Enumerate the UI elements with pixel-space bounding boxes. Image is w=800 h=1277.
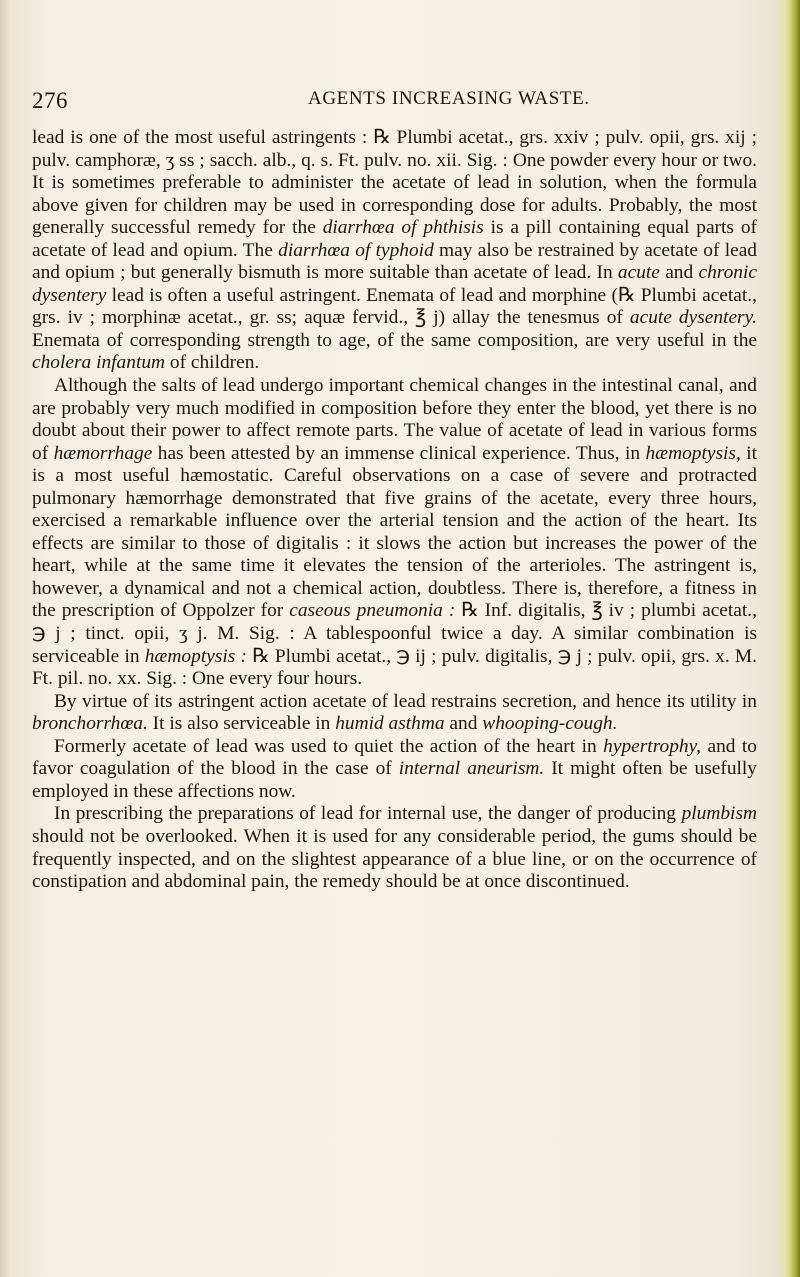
italic-term: internal aneurism. xyxy=(398,758,545,780)
paragraph xyxy=(32,127,757,375)
text-run: ℞ Plumbi acetat., ℈ ij ; pulv. digitalis, ℈ j ; pulv. opii, grs. x. M. Ft. pil. no. xx. Sig. : One every four hours. xyxy=(32,645,758,690)
text-run: should not be overlooked. When it is used for any considerable period, the gums should be frequently inspected, and on the slightest appearance of a blue line, or on the occurrence of constipation and abdominal pain, the remedy should be at once discontinued. xyxy=(32,825,757,893)
paragraph xyxy=(32,803,757,893)
italic-term: chronic dysentery xyxy=(32,262,757,306)
italic-term: hæmoptysis, xyxy=(645,442,741,464)
text-run: has been attested by an immense clinical experience. Thus, in xyxy=(152,442,646,464)
text-run: it is a most useful hæmostatic. Careful observations on a case of severe and protracted pulmonary hæmorrhage demonstrated that five grains of the acetate, every three hours, exercised a remarkable influence over the arterial tension and the action of the heart. Its effects are similar to those of digitalis : it slows the action but increases the power of the heart, while at the same time it elevates the tension of the arterioles. The astringent is, however, a dynamical and not a chemical action, doubtless. There is, therefore, a fitness in the prescription of Oppolzer for xyxy=(32,442,757,622)
italic-term: acute dysentery. xyxy=(629,307,757,329)
body-text xyxy=(32,127,757,894)
text-run: It might often be usefully employed in these affections now. xyxy=(32,758,757,802)
paragraph xyxy=(32,375,757,691)
text-run: lead is one of the most useful astringents : ℞ Plumbi acetat., grs. xxiv ; pulv. opii, grs. xij ; pulv. camphoræ, ʒ ss ; sacch. alb., q. s. Ft. pulv. no. xii. Sig. : One powder every hour or two. It is sometimes preferable to administer the acetate of lead in solution, when the formula above given for children may be used in corresponding dose for adults. Probably, the most generally successful remedy for the xyxy=(32,127,757,239)
text-run: is a pill containing equal parts of acetate of lead and opium. The xyxy=(32,217,757,261)
italic-term: hæmoptysis : xyxy=(144,645,248,667)
italic-term: diarrhœa of phthisis xyxy=(322,217,484,239)
italic-term: bronchorrhœa. xyxy=(32,713,148,735)
italic-term: caseous pneumonia : xyxy=(289,600,456,622)
text-run: By virtue of its astringent action acetate of lead restrains secretion, and hence its utility in xyxy=(54,690,757,712)
text-run: lead is often a useful astringent. Enemata of lead and morphine (℞ Plumbi acetat., grs. iv ; morphinæ acetat., gr. ss; aquæ fervid., ℥ j) allay the tenesmus of xyxy=(32,284,757,329)
page-number: 276 xyxy=(32,88,68,113)
text-run: ℞ Inf. digitalis, ℥ iv ; plumbi acetat., ℈ j ; tinct. opii, ʒ j. M. Sig. : A tablespoonful twice a day. A similar combination is serviceable in xyxy=(32,600,757,667)
italic-term: acute xyxy=(617,262,660,284)
italic-term: whooping-cough. xyxy=(482,713,618,735)
italic-term: plumbism xyxy=(681,803,757,825)
running-head xyxy=(32,88,732,116)
italic-term: cholera infantum xyxy=(32,352,166,374)
text-run: In prescribing the preparations of lead for internal use, the danger of producing xyxy=(54,803,682,825)
text-run: Enemata of corresponding strength to age, of the same composition, are very useful in the xyxy=(32,329,757,351)
text-run: and xyxy=(659,262,699,284)
paragraph xyxy=(32,691,757,736)
italic-term: hæmorrhage xyxy=(53,442,153,464)
text-run: Although the salts of lead undergo important chemical changes in the intestinal canal, and are probably very much modified in composition before they enter the blood, yet there is no doubt about their power to affect remote parts. The value of acetate of lead in various forms of xyxy=(32,375,757,464)
italic-term: hypertrophy, xyxy=(603,735,701,757)
italic-term: diarrhœa of typhoid xyxy=(278,239,434,261)
text-run: and xyxy=(444,713,483,735)
binding-edge-shadow xyxy=(778,0,800,1277)
paragraph xyxy=(32,736,757,804)
text-run: It is also serviceable in xyxy=(147,713,336,735)
text-run: of children. xyxy=(165,352,260,374)
italic-term: humid asthma xyxy=(335,713,445,735)
text-run: may also be restrained by acetate of lead and opium ; but generally bismuth is more suitable than acetate of lead. In xyxy=(32,239,758,284)
text-run: and to favor coagulation of the blood in the case of xyxy=(32,735,757,780)
text-run: Formerly acetate of lead was used to quiet the action of the heart in xyxy=(54,735,604,757)
running-title: AGENTS INCREASING WASTE. xyxy=(308,88,590,109)
